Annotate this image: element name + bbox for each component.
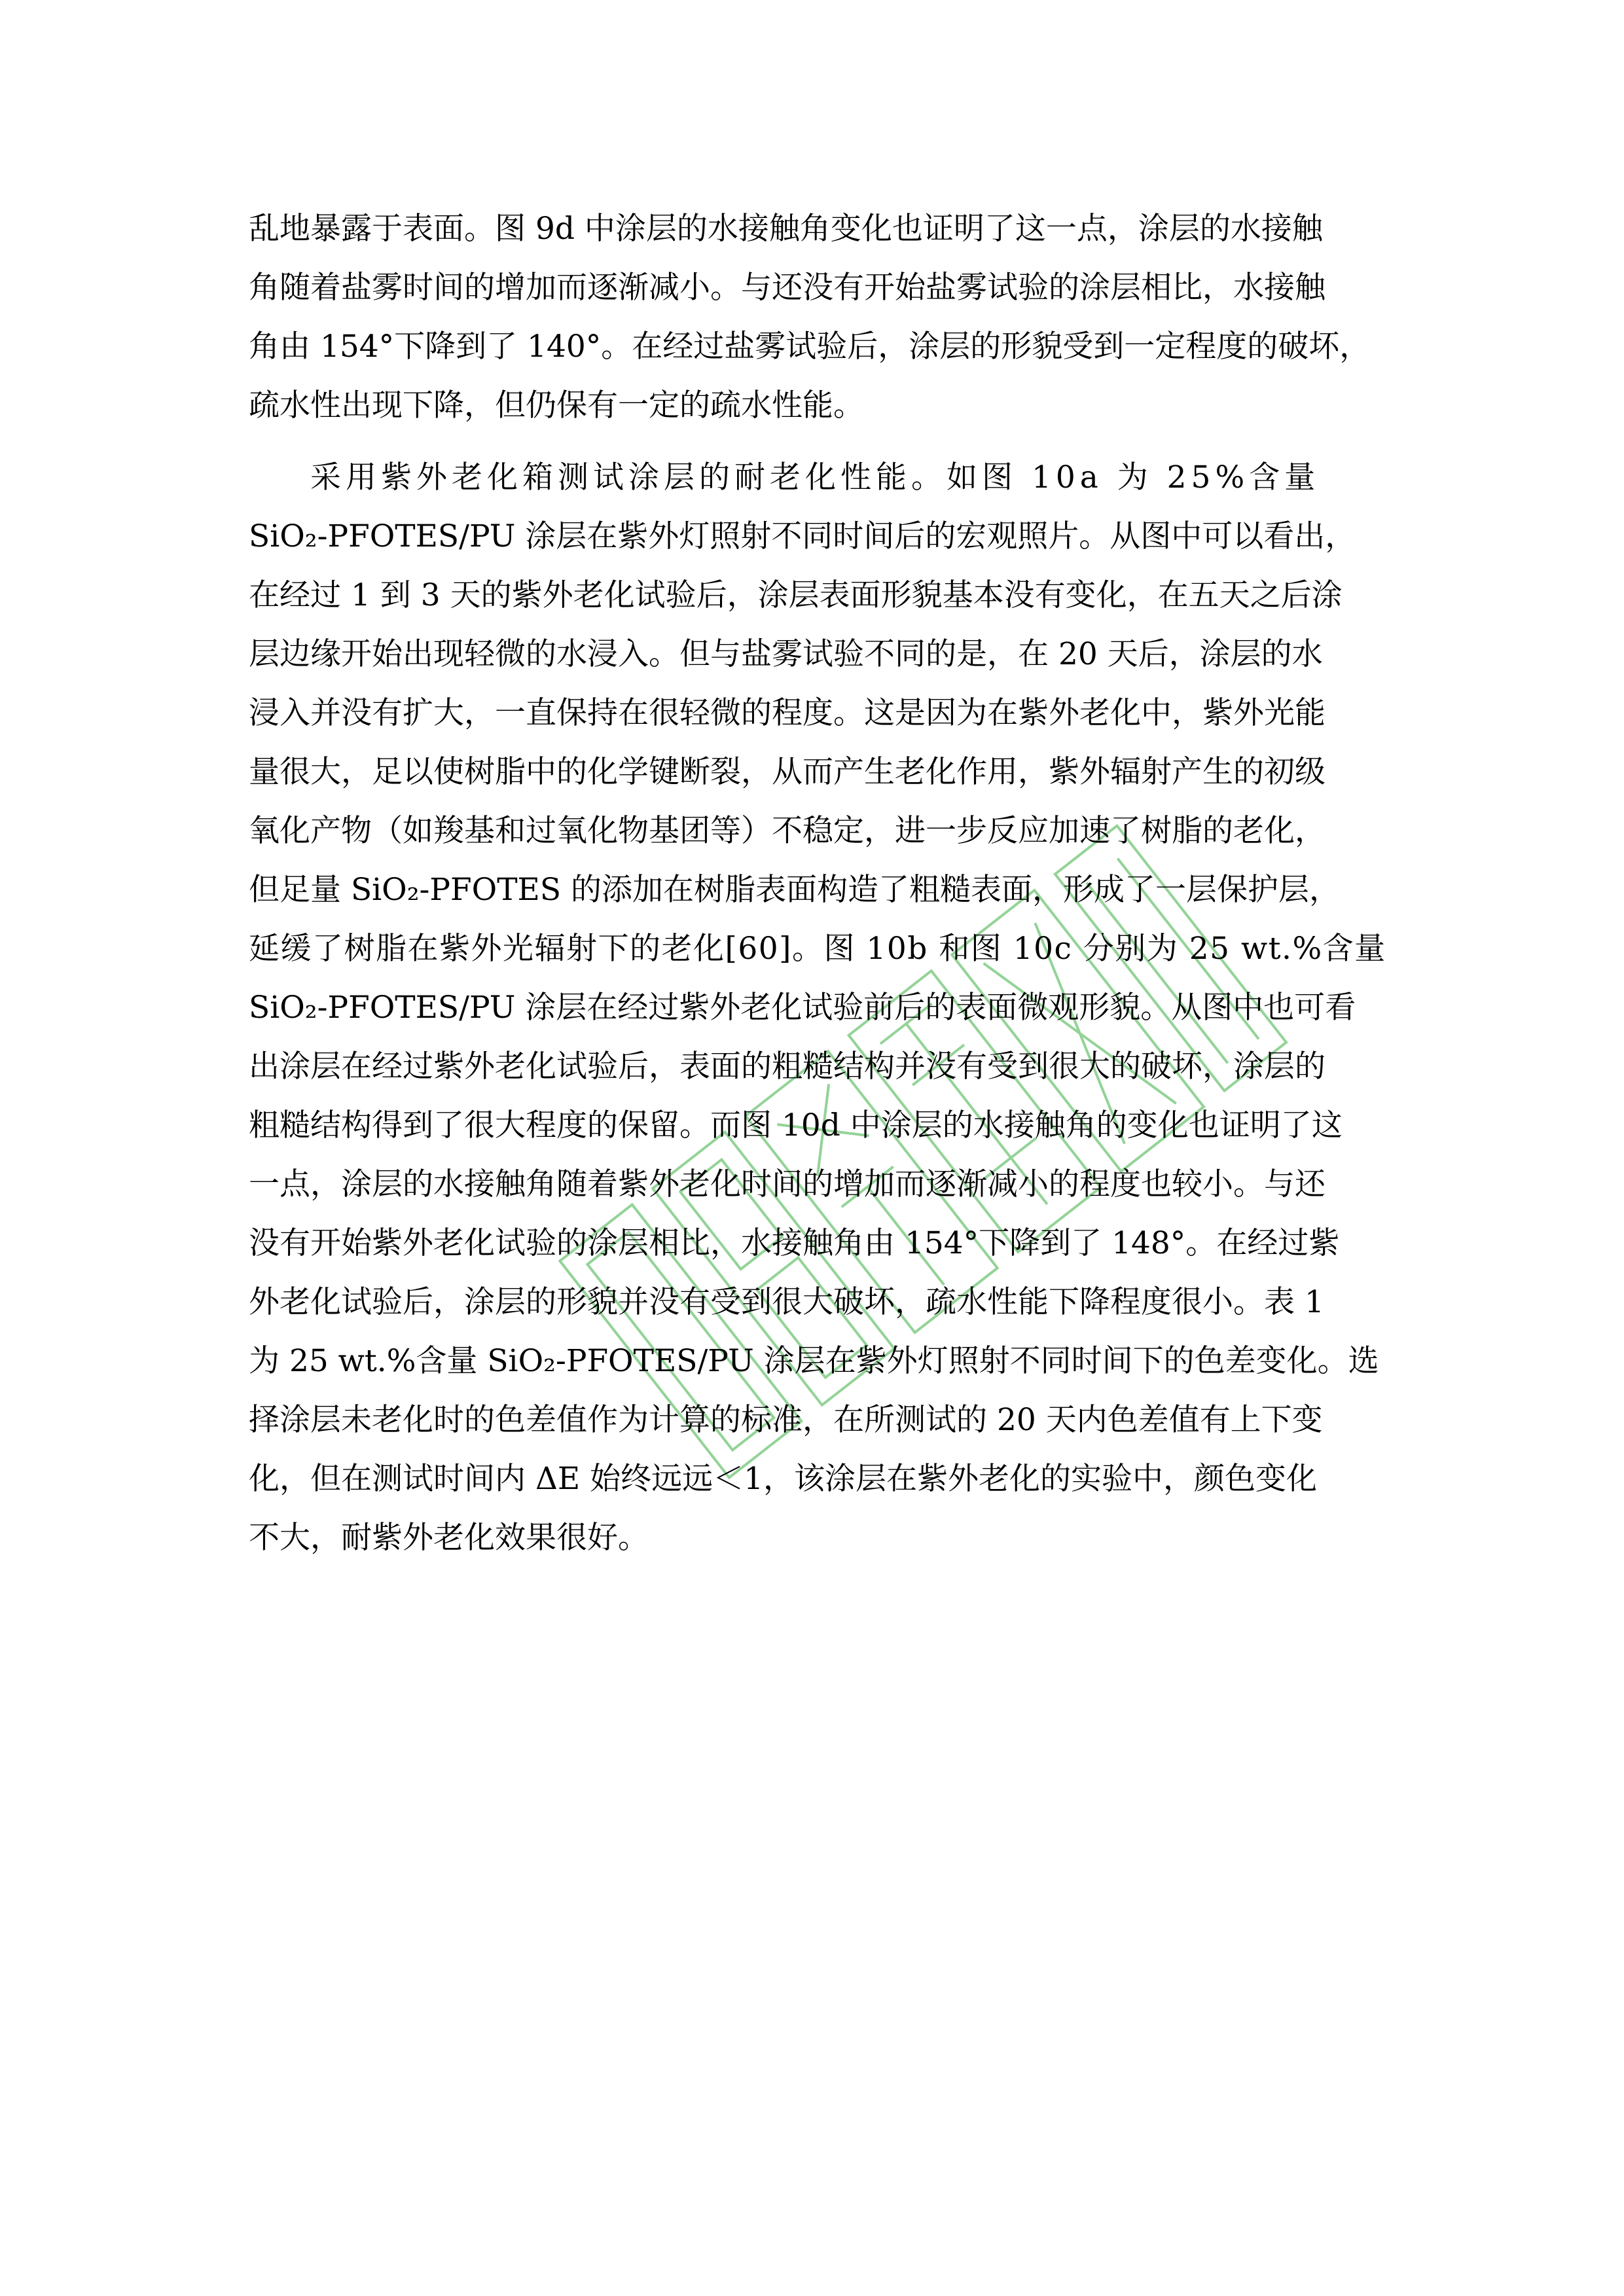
text-line: 乱地暴露于表面。图 9d 中涂层的水接触角变化也证明了这一点，涂层的水接触 xyxy=(249,211,1323,247)
text-line: 择涂层未老化时的色差值作为计算的标准，在所测试的 20 天内色差值有上下变 xyxy=(249,1402,1323,1438)
text-line: 角随着盐雾时间的增加而逐渐减小。与还没有开始盐雾试验的涂层相比，水接触 xyxy=(249,270,1326,306)
text-line: 出涂层在经过紫外老化试验后，表面的粗糙结构并没有受到很大的破坏，涂层的 xyxy=(249,1049,1326,1085)
text-line: 为 25 wt.%含量 SiO₂-PFOTES/PU 涂层在紫外灯照射不同时间下的色差变化。选 xyxy=(249,1343,1379,1379)
text-line: 但足量 SiO₂-PFOTES 的添加在树脂表面构造了粗糙表面，形成了一层保护层， xyxy=(249,872,1340,908)
text-line: 疏水性出现下降，但仍保有一定的疏水性能。 xyxy=(249,387,864,423)
text-line: 量很大，足以使树脂中的化学键断裂，从而产生老化作用，紫外辐射产生的初级 xyxy=(249,754,1326,790)
text-line: 粗糙结构得到了很大程度的保留。而图 10d 中涂层的水接触角的变化也证明了这 xyxy=(249,1107,1343,1143)
text-line: 化，但在测试时间内 ΔE 始终远远＜1，该涂层在紫外老化的实验中，颜色变化 xyxy=(249,1461,1318,1497)
text-line: SiO₂-PFOTES/PU 涂层在紫外灯照射不同时间后的宏观照片。从图中可以看出， xyxy=(249,518,1356,554)
text-line: 一点，涂层的水接触角随着紫外老化时间的增加而逐渐减小的程度也较小。与还 xyxy=(249,1166,1326,1202)
text-line: 没有开始紫外老化试验的涂层相比，水接触角由 154°下降到了 148°。在经过紫 xyxy=(249,1225,1340,1261)
text-line: 不大，耐紫外老化效果很好。 xyxy=(249,1520,649,1556)
text-line: 外老化试验后，涂层的形貌并没有受到很大破坏，疏水性能下降程度很小。表 1 xyxy=(249,1284,1324,1320)
text-line: 浸入并没有扩大，一直保持在很轻微的程度。这是因为在紫外老化中，紫外光能 xyxy=(249,695,1326,731)
text-line: 延缓了树脂在紫外光辐射下的老化[60]。图 10b 和图 10c 分别为 25 wt.%含量 xyxy=(249,931,1386,967)
text-line: 氧化产物（如羧基和过氧化物基团等）不稳定，进一步反应加速了树脂的老化， xyxy=(249,813,1326,849)
text-line: SiO₂-PFOTES/PU 涂层在经过紫外老化试验前后的表面微观形貌。从图中也可看 xyxy=(249,990,1356,1026)
text-line: 层边缘开始出现轻微的水浸入。但与盐雾试验不同的是，在 20 天后，涂层的水 xyxy=(249,636,1323,672)
text-line: 角由 154°下降到了 140°。在经过盐雾试验后，涂层的形貌受到一定程度的破坏， xyxy=(249,329,1371,365)
text-line: 在经过 1 到 3 天的紫外老化试验后，涂层表面形貌基本没有变化，在五天之后涂 xyxy=(249,577,1343,613)
text-line: 采用紫外老化箱测试涂层的耐老化性能。如图 10a 为 25%含量 xyxy=(310,459,1320,495)
